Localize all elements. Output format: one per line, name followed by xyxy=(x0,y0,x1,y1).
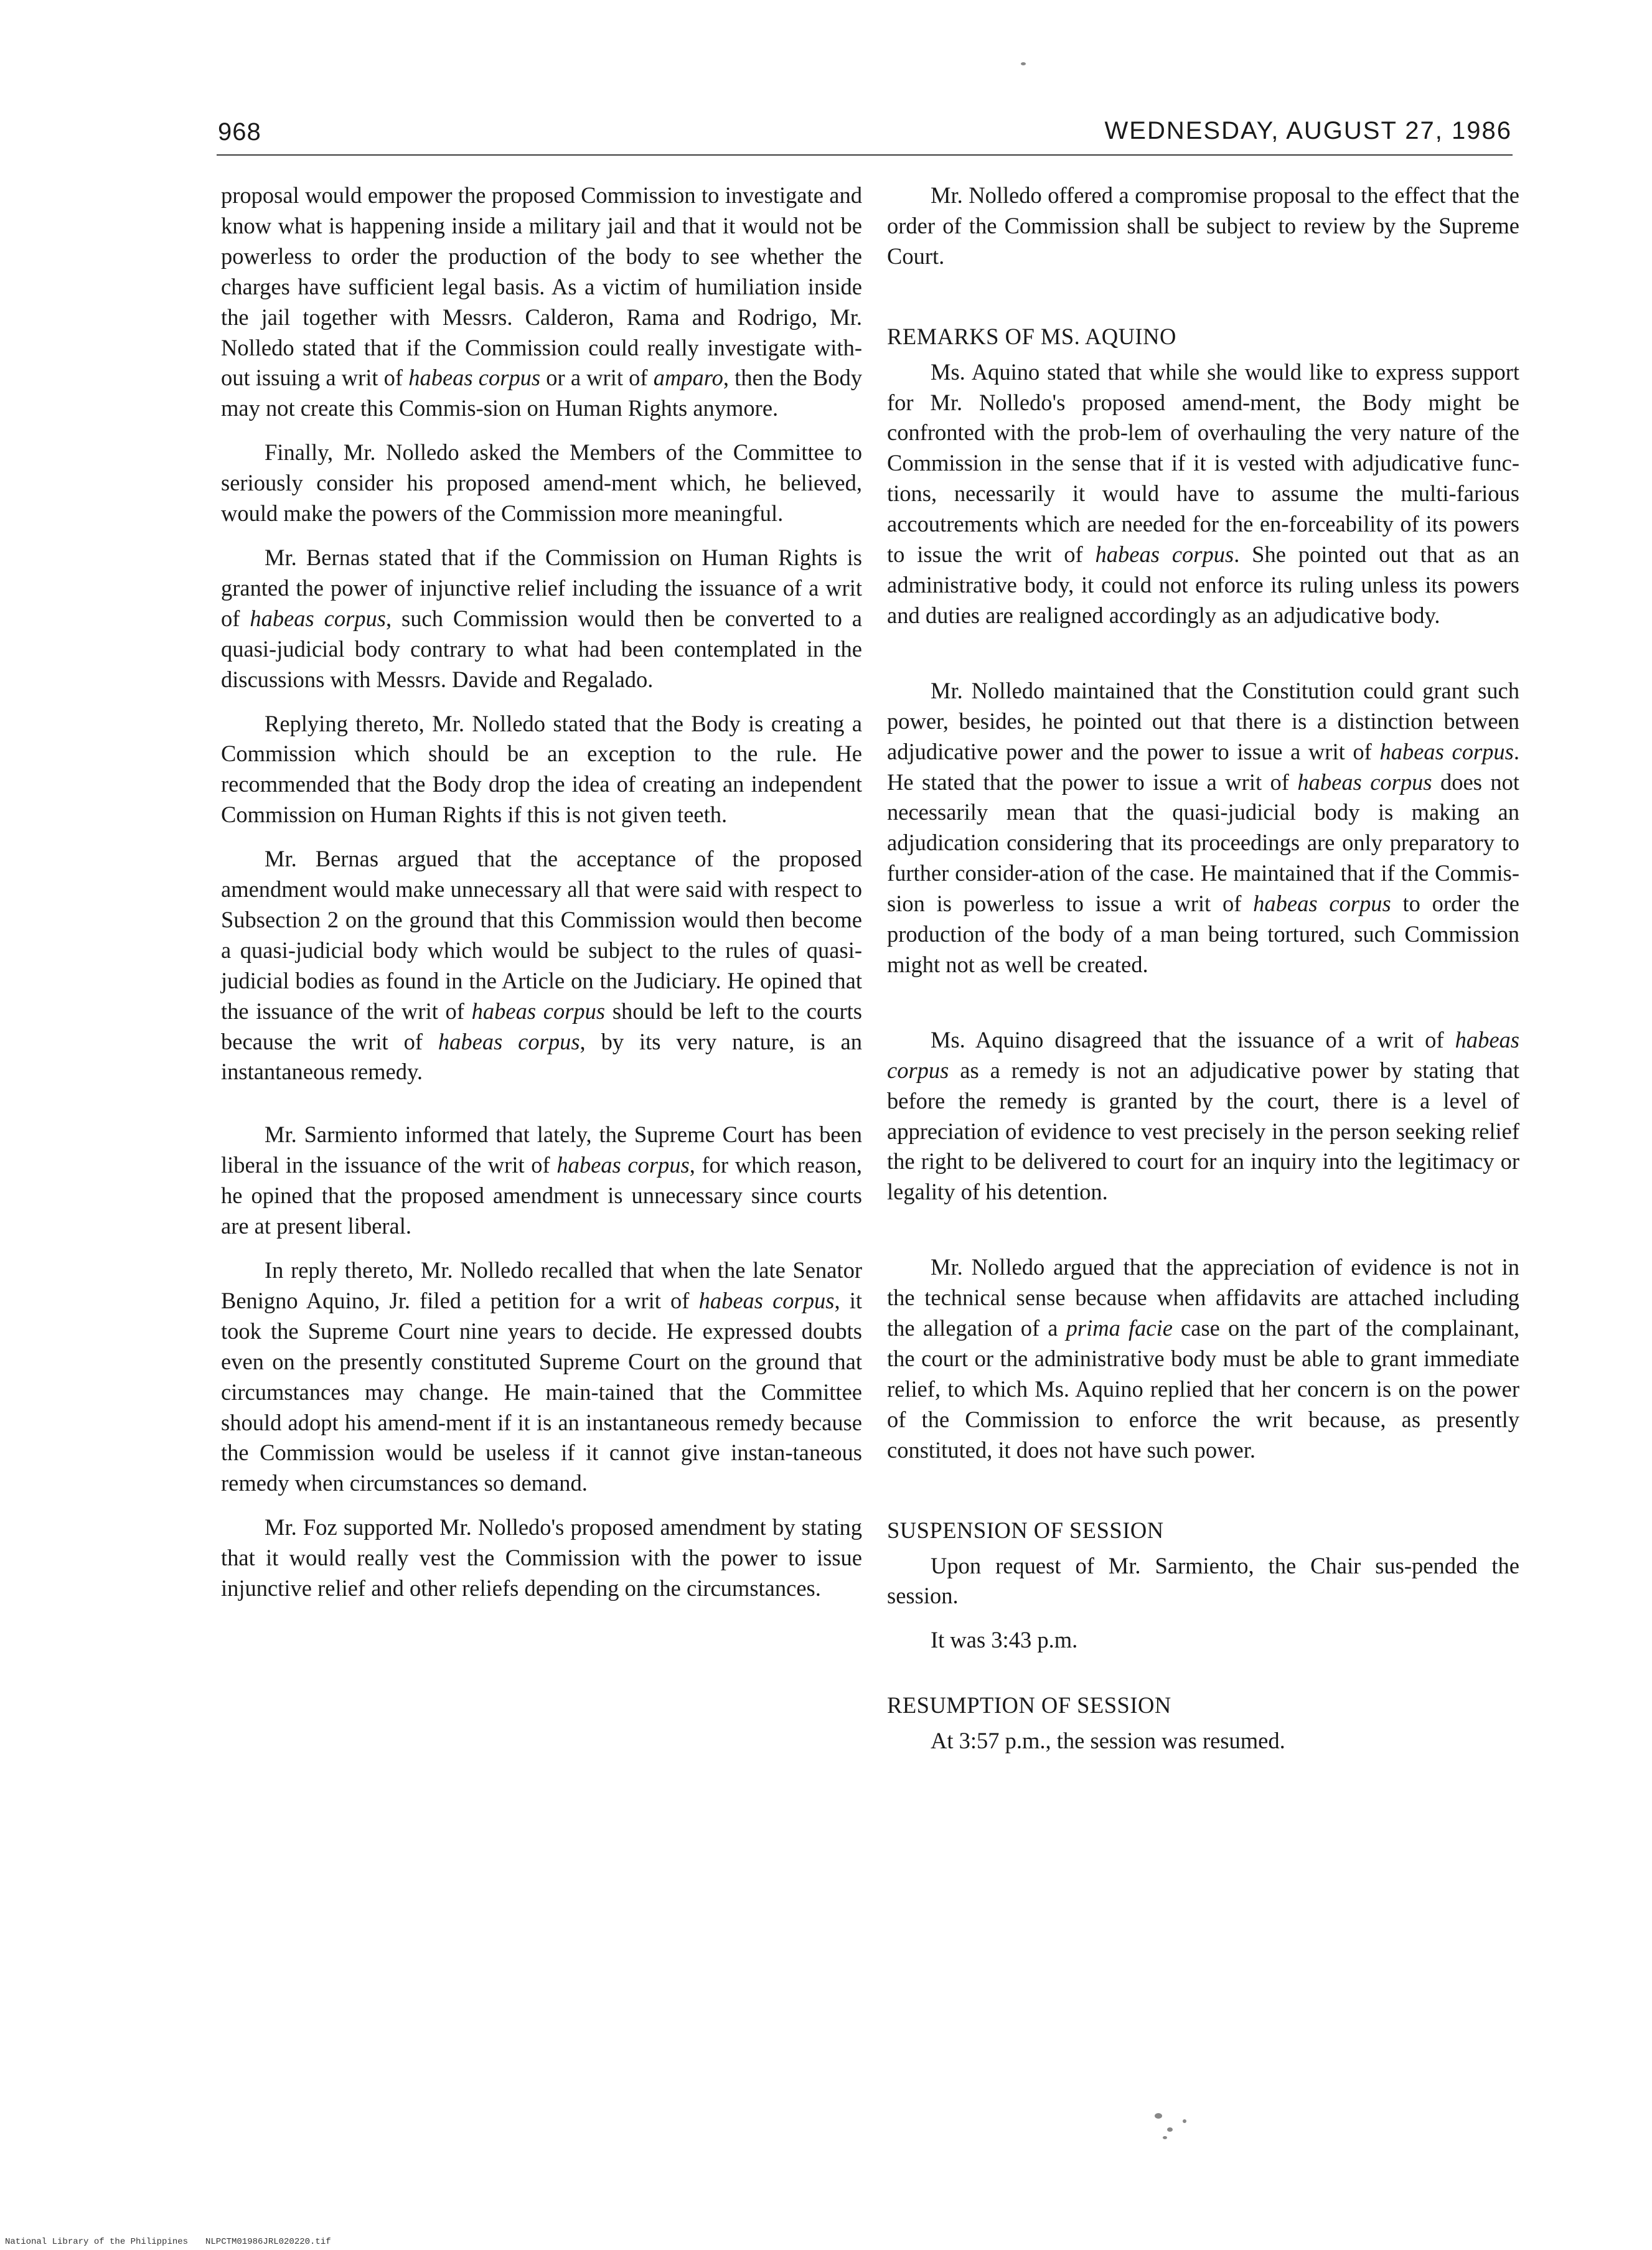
text-run: Ms. Aquino stated that while she would like to express support for Mr. Nolledo's proposed amend-ment, the Body might be confronted with the prob-lem of overhauling the very nature of the Commission in the sense that if it is vested with adjudicative func-tions, necessarily it would have to assume the multi-farious accoutrements which are needed for the en-forceability of its powers to issue the writ of xyxy=(887,359,1519,568)
scan-speck xyxy=(1183,2119,1186,2123)
text-run: In reply thereto, Mr. Nolledo recalled that when the late Senator Benigno Aquino, Jr. filed a petition for a writ of xyxy=(221,1257,862,1313)
italic-text: habeas corpus xyxy=(438,1028,580,1054)
scan-speck xyxy=(1167,2127,1173,2132)
section-heading: SUSPENSION OF SESSION xyxy=(887,1517,1164,1543)
paragraph: Replying thereto, Mr. Nolledo stated that the Body is creating a Commission which should be an exception to the rule. He recommended that the Body drop the idea of creating an independent Commission on Human Rights if this is not given teeth. xyxy=(221,710,862,828)
header-rule xyxy=(217,154,1513,156)
paragraph xyxy=(221,844,862,1087)
page-date: WEDNESDAY, AUGUST 27, 1986 xyxy=(1104,117,1512,144)
text-run: , such Commission would then be converted to a quasi-judicial body contrary to what had been contemplated in the discussions with Messrs. Davide and Regalado. xyxy=(221,605,862,692)
text-run: , it took the Supreme Court nine years to decide. He expressed doubts even on the presently constituted Supreme Court on the ground that circumstances may change. He main-tained that the Committee should adopt his amend-ment if it is an instantaneous remedy because the Commission would be useless if it cannot give instan-taneous remedy when circumstances so demand. xyxy=(221,1287,862,1496)
text-run: does not necessarily mean that the quasi-judicial body is making an adjudication considering that its proceedings are only preparatory to further consider-ation of the case. He maintained that if the Commis-sion is powerless to issue a writ of xyxy=(887,769,1520,917)
italic-text: prima facie xyxy=(1066,1315,1173,1341)
paragraph: Mr. Foz supported Mr. Nolledo's proposed amendment by stating that it would really vest the Commission with the power to issue injunctive relief and other reliefs depending on the circumstances. xyxy=(221,1514,862,1601)
text-run: Mr. Sarmiento informed that lately, the Supreme Court has been liberal in the issuance of the writ of xyxy=(221,1122,862,1178)
scan-speck xyxy=(1021,62,1026,65)
section-heading: RESUMPTION OF SESSION xyxy=(887,1692,1171,1718)
italic-text: habeas corpus xyxy=(556,1152,690,1178)
page-number: 968 xyxy=(218,118,261,146)
text-run: Mr. Bernas stated that if the Commission on Human Rights is granted the power of injunctive relief including the issuance of a writ of xyxy=(221,544,862,631)
text-run: or a writ of xyxy=(540,365,654,391)
left-column xyxy=(221,180,862,1604)
text-run: should be left to the courts because the writ of xyxy=(221,998,862,1054)
paragraph: Finally, Mr. Nolledo asked the Members of the Committee to seriously consider his proposed amend-ment which, he believed, would make the powers of the Commission more meaningful. xyxy=(221,439,862,527)
italic-text: habeas corpus xyxy=(1379,738,1514,764)
paragraph: Mr. Nolledo offered a compromise proposal to the effect that the order of the Commission shall be subject to review by the Supreme Court. xyxy=(887,182,1519,269)
text-run: , by its very nature, is an instantaneous remedy. xyxy=(221,1028,862,1085)
footer-filename: NLPCTM01986JRL020220.tif xyxy=(205,2237,331,2247)
italic-text: habeas corpus xyxy=(1253,891,1391,917)
italic-text: habeas corpus xyxy=(471,998,606,1024)
italic-text: habeas corpus xyxy=(1297,769,1432,795)
paragraph: Upon request of Mr. Sarmiento, the Chair sus-pended the session. xyxy=(887,1552,1519,1609)
paragraph xyxy=(887,676,1519,980)
text-run: Mr. Nolledo maintained that the Constitution could grant such power, besides, he pointed out that there is a distinction between adjudicative power and the power to issue a writ of xyxy=(887,677,1519,764)
text-run: to order the production of the body of a man being tortured, such Commission might not as well be created. xyxy=(887,891,1519,977)
text-run: , for which reason, he opined that the proposed amendment is unnecessary since courts are at present liberal. xyxy=(221,1152,862,1239)
paragraph: At 3:57 p.m., the session was resumed. xyxy=(931,1728,1285,1754)
text-run: Ms. Aquino disagreed that the issuance of a writ of xyxy=(931,1026,1455,1052)
scan-speck xyxy=(1163,2136,1167,2139)
paragraph xyxy=(221,543,862,695)
italic-text: habeas corpus xyxy=(698,1287,835,1313)
paragraph xyxy=(221,1255,862,1499)
paragraph xyxy=(887,1025,1519,1207)
italic-text: habeas corpus xyxy=(1095,541,1234,568)
text-run: Mr. Nolledo argued that the appreciation of evidence is not in the technical sense because when affidavits are attached including the allegation of a xyxy=(887,1254,1519,1341)
paragraph xyxy=(887,357,1519,631)
paragraph xyxy=(887,1252,1519,1465)
paragraph xyxy=(221,180,862,424)
section-heading: REMARKS OF MS. AQUINO xyxy=(887,323,1176,349)
text-run: . She pointed out that as an administrative body, it could not enforce its ruling unless its powers and duties are realigned accordingly as an adjudicative body. xyxy=(887,541,1519,628)
text-run: proposal would empower the proposed Commission to investigate and know what is happening inside a military jail and that it would not be powerless to order the production of the body to see whether the charges have sufficient legal basis. As a victim of humiliation inside the jail together with Messrs. Calderon, Rama and Rodrigo, Mr. Nolledo stated that if the Commission could really investigate with-out issuing a writ of xyxy=(221,182,862,391)
italic-text: amparo xyxy=(653,365,723,391)
scan-speck xyxy=(1155,2113,1162,2119)
paragraph: It was 3:43 p.m. xyxy=(931,1627,1078,1653)
footer-library: National Library of the Philippines xyxy=(5,2237,189,2247)
text-run: case on the part of the complainant, the court or the administrative body must be able to grant immediate relief, to which Ms. Aquino replied that her concern is on the power of the Commission to enforce the writ because, as presently constituted, it does not have such power. xyxy=(887,1315,1520,1463)
paragraph xyxy=(221,1120,862,1242)
italic-text: habeas corpus xyxy=(408,365,541,391)
text-run: . He stated that the power to issue a writ of xyxy=(887,738,1519,795)
text-run: , then the Body may not create this Commis-sion on Human Rights anymore. xyxy=(221,365,863,421)
text-run: Mr. Bernas argued that the acceptance of the proposed amendment would make unnecessary all that were said with respect to Subsection 2 on the ground that this Commission would then become a quasi-judicial body which would be subject to the rules of quasi-judicial bodies as found in the Article on the Judiciary. He opined that the issuance of the writ of xyxy=(221,846,862,1024)
italic-text: habeas corpus xyxy=(250,605,387,631)
right-column xyxy=(887,180,1519,1756)
text-run: as a remedy is not an adjudicative power by stating that before the remedy is granted by the court, there is a level of appreciation of evidence to vest precisely in the person seeking relief the right to be delivered to court for an inquiry into the legitimacy or legality of his detention. xyxy=(887,1057,1519,1205)
italic-text: habeas corpus xyxy=(887,1026,1519,1083)
